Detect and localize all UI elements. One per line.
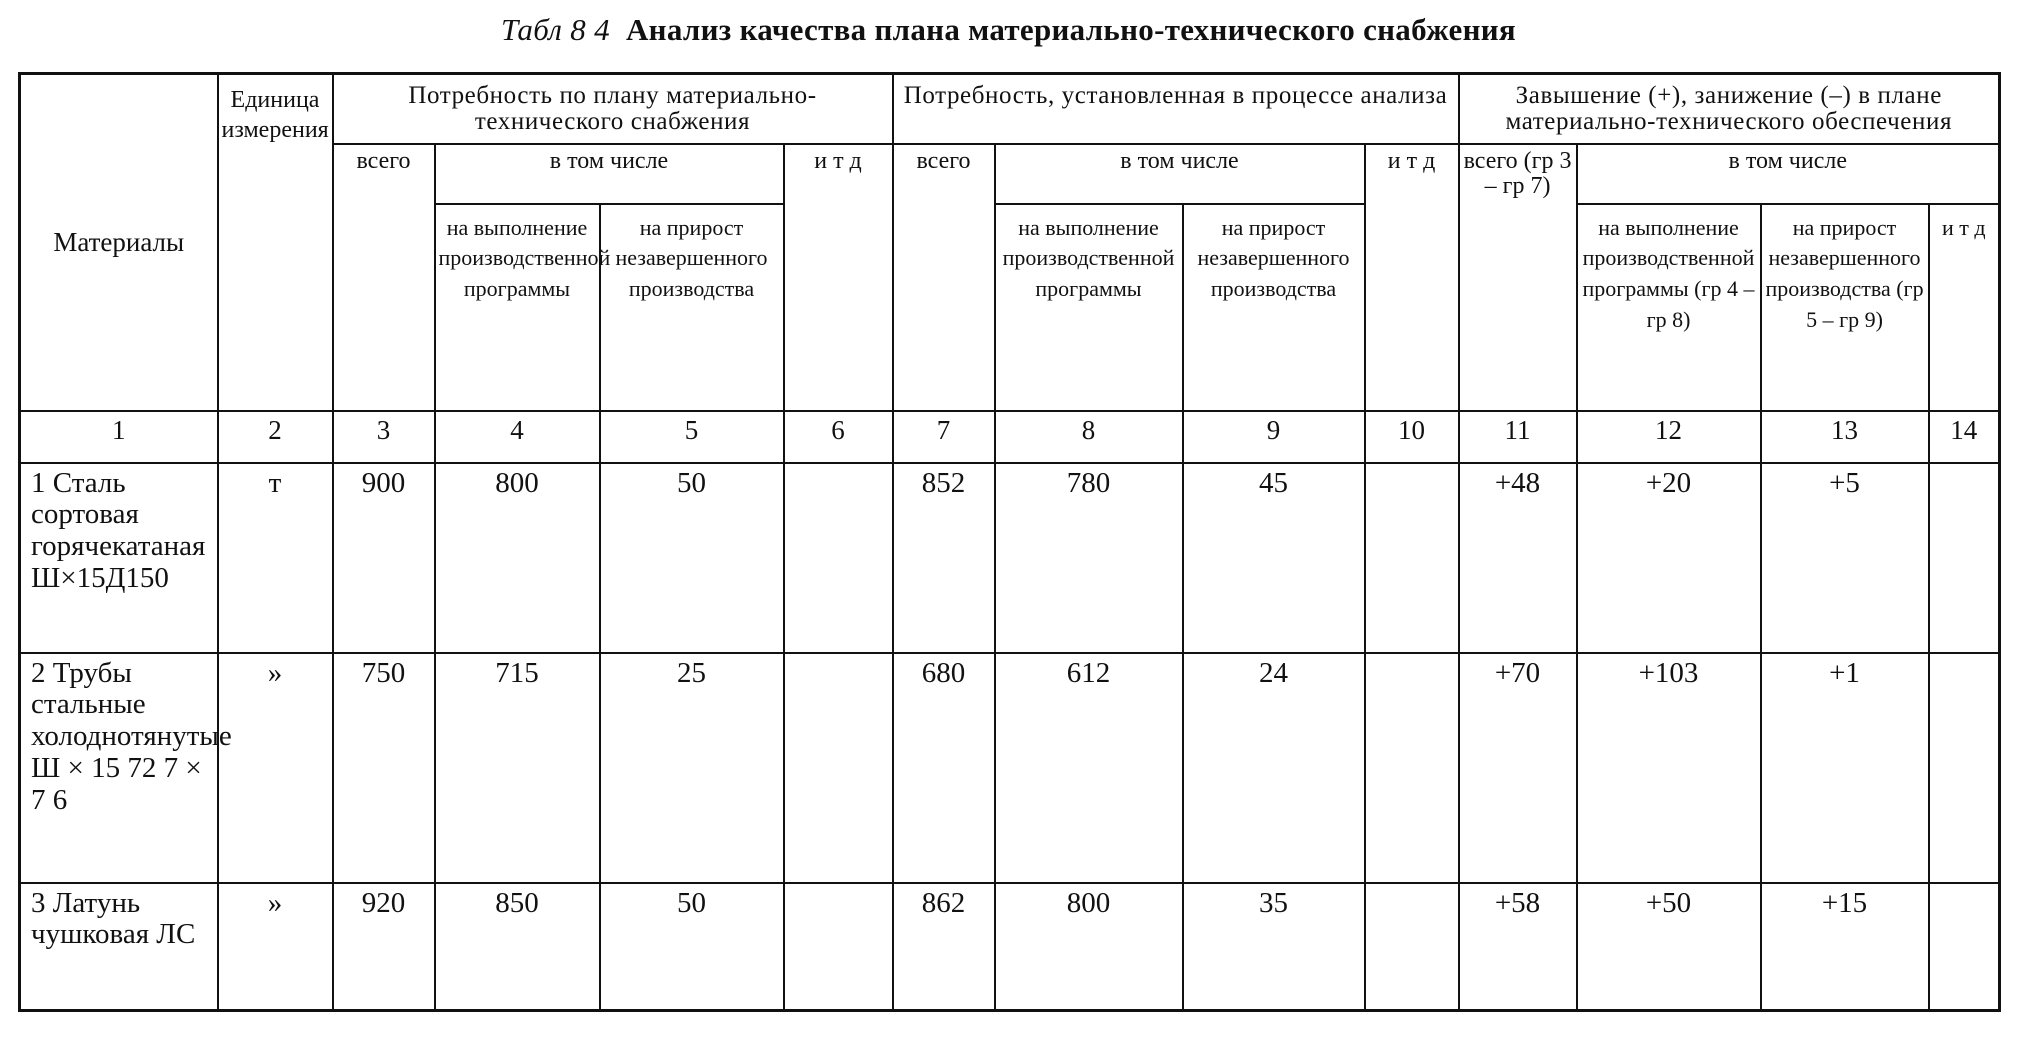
- cell-analysis-etc: [1365, 463, 1459, 653]
- header-deviation-etc: и т д: [1929, 204, 2000, 411]
- header-materials: Материалы: [20, 74, 218, 411]
- header-plan-wip: на прирост незавершенного производства: [600, 204, 784, 411]
- cell-deviation-production: +103: [1577, 653, 1761, 883]
- cell-plan-production: 800: [435, 463, 600, 653]
- col-number: 1: [20, 411, 218, 463]
- col-number: 4: [435, 411, 600, 463]
- cell-deviation-total: +58: [1459, 883, 1577, 1011]
- table-row: [20, 883, 2000, 1011]
- header-plan-including: в том числе: [435, 144, 784, 204]
- cell-analysis-production: 780: [995, 463, 1183, 653]
- header-analysis-etc: и т д: [1365, 144, 1459, 411]
- header-deviation-production: на выполнение производственной программы (гр 4 – гр 8): [1577, 204, 1761, 411]
- cell-deviation-production: +20: [1577, 463, 1761, 653]
- cell-deviation-wip: +5: [1761, 463, 1929, 653]
- table-title: [0, 12, 2017, 48]
- header-analysis-production: на выполнение производственной программы: [995, 204, 1183, 411]
- cell-deviation-production: +50: [1577, 883, 1761, 1011]
- cell-analysis-etc: [1365, 883, 1459, 1011]
- material-name: 2 Трубы стальные холоднотянутые Ш × 15 72 7 × 7 6: [20, 653, 218, 883]
- header-deviation-total: всего (гр 3 – гр 7): [1459, 144, 1577, 411]
- cell-plan-total: 750: [333, 653, 435, 883]
- cell-plan-wip: 50: [600, 883, 784, 1011]
- header-analysis-need: Потребность, установленная в процессе анализа: [893, 74, 1459, 144]
- cell-analysis-total: 852: [893, 463, 995, 653]
- cell-plan-total: 900: [333, 463, 435, 653]
- table-row: [20, 463, 2000, 653]
- col-number: 2: [218, 411, 333, 463]
- cell-deviation-etc: [1929, 883, 2000, 1011]
- header-analysis-including: в том числе: [995, 144, 1365, 204]
- cell-plan-production: 850: [435, 883, 600, 1011]
- header-analysis-total: всего: [893, 144, 995, 411]
- col-number: 6: [784, 411, 893, 463]
- cell-deviation-total: +48: [1459, 463, 1577, 653]
- col-number: 8: [995, 411, 1183, 463]
- header-deviation: Завышение (+), занижение (–) в плане материально-технического обеспечения: [1459, 74, 2000, 144]
- col-number: 9: [1183, 411, 1365, 463]
- material-unit: »: [218, 883, 333, 1011]
- material-name: 1 Сталь сортовая горячекатаная Ш×15Д150: [20, 463, 218, 653]
- header-plan-production: на выполнение производственной программы: [435, 204, 600, 411]
- col-number: 10: [1365, 411, 1459, 463]
- cell-analysis-wip: 45: [1183, 463, 1365, 653]
- cell-analysis-production: 612: [995, 653, 1183, 883]
- cell-plan-wip: 25: [600, 653, 784, 883]
- header-plan-need: Потребность по плану материально-технического снабжения: [333, 74, 893, 144]
- header-plan-etc: и т д: [784, 144, 893, 411]
- cell-plan-etc: [784, 653, 893, 883]
- table-caption: Анализ качества плана материально-технического снабжения: [625, 12, 1516, 47]
- cell-plan-total: 920: [333, 883, 435, 1011]
- cell-deviation-total: +70: [1459, 653, 1577, 883]
- material-unit: т: [218, 463, 333, 653]
- header-deviation-wip: на прирост незавершенного производства (гр 5 – гр 9): [1761, 204, 1929, 411]
- cell-deviation-wip: +1: [1761, 653, 1929, 883]
- cell-analysis-production: 800: [995, 883, 1183, 1011]
- table-number: Табл 8 4: [501, 12, 610, 47]
- supply-plan-table: [18, 72, 2001, 1012]
- cell-deviation-etc: [1929, 463, 2000, 653]
- material-name: 3 Латунь чушковая ЛС: [20, 883, 218, 1011]
- cell-analysis-total: 862: [893, 883, 995, 1011]
- col-number: 12: [1577, 411, 1761, 463]
- cell-analysis-etc: [1365, 653, 1459, 883]
- col-number: 14: [1929, 411, 2000, 463]
- cell-plan-wip: 50: [600, 463, 784, 653]
- cell-plan-etc: [784, 463, 893, 653]
- cell-analysis-wip: 24: [1183, 653, 1365, 883]
- header-plan-total: всего: [333, 144, 435, 411]
- col-number: 7: [893, 411, 995, 463]
- col-number: 13: [1761, 411, 1929, 463]
- table-row: [20, 653, 2000, 883]
- cell-plan-production: 715: [435, 653, 600, 883]
- header-unit: Единица измерения: [218, 74, 333, 411]
- header-analysis-wip: на прирост незавершенного производства: [1183, 204, 1365, 411]
- cell-analysis-wip: 35: [1183, 883, 1365, 1011]
- cell-plan-etc: [784, 883, 893, 1011]
- material-unit: »: [218, 653, 333, 883]
- column-numbers-row: [20, 411, 2000, 463]
- col-number: 11: [1459, 411, 1577, 463]
- header-deviation-including: в том числе: [1577, 144, 2000, 204]
- cell-deviation-etc: [1929, 653, 2000, 883]
- cell-analysis-total: 680: [893, 653, 995, 883]
- col-number: 5: [600, 411, 784, 463]
- col-number: 3: [333, 411, 435, 463]
- cell-deviation-wip: +15: [1761, 883, 1929, 1011]
